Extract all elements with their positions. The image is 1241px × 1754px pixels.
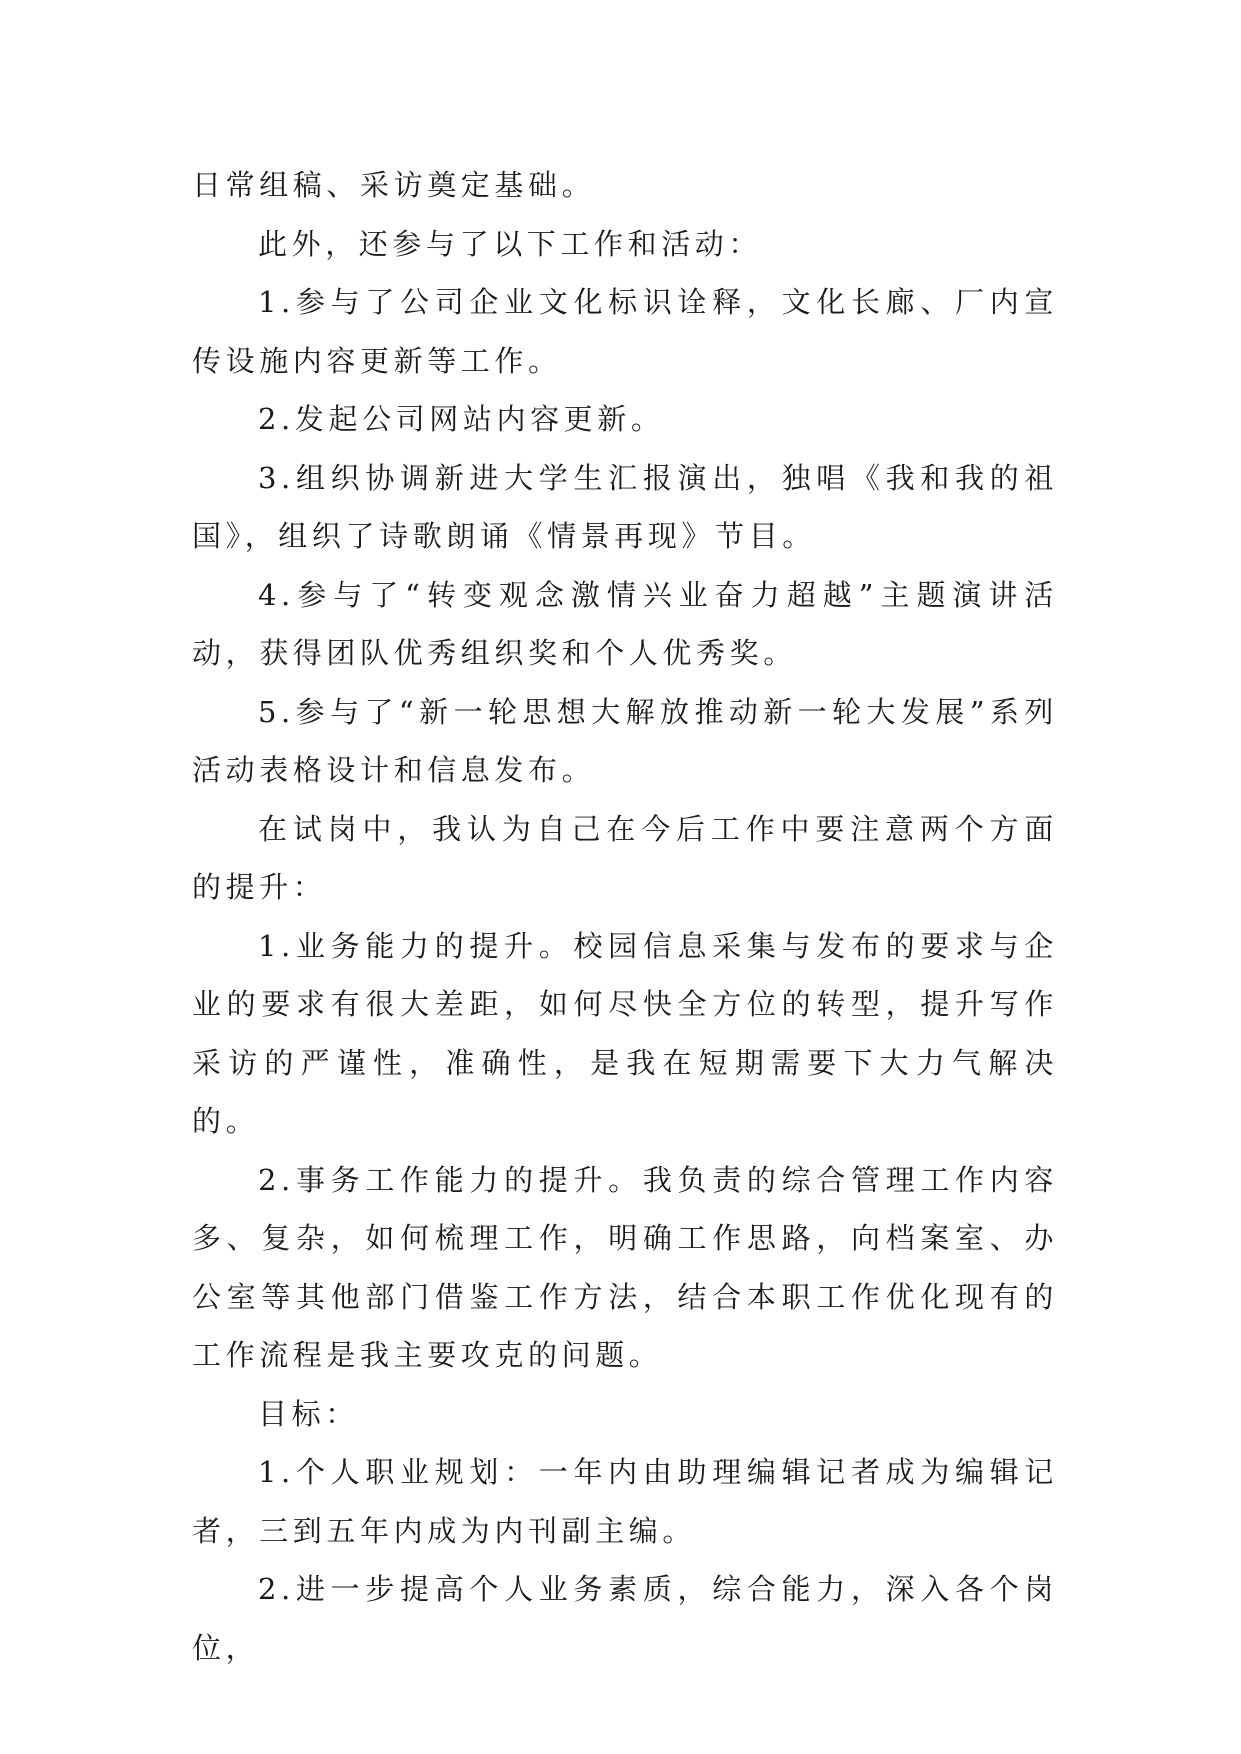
list-item: 5.参与了“新一轮思想大解放推动新一轮大发展”系列活动表格设计和信息发布。 — [192, 694, 1058, 787]
document-body — [192, 156, 1058, 1677]
list-item: 2.发起公司网站内容更新。 — [258, 402, 665, 436]
list-item: 3.组织协调新进大学生汇报演出，独唱《我和我的祖国》，组织了诗歌朗诵《情景再现》节目。 — [192, 460, 1058, 553]
paragraph: 日常组稿、采访奠定基础。 — [192, 168, 596, 202]
list-item: 2.事务工作能力的提升。我负责的综合管理工作内容多、复杂，如何梳理工作，明确工作思路，向档案室、办公室等其他部门借鉴工作方法，结合本职工作优化现有的工作流程是我主要攻克的问题。 — [192, 1162, 1058, 1372]
list-item: 1.参与了公司企业文化标识诠释，文化长廊、厂内宣传设施内容更新等工作。 — [192, 285, 1058, 378]
list-item: 1.业务能力的提升。校园信息采集与发布的要求与企业的要求有很大差距，如何尽快全方位的转型，提升写作采访的严谨性，准确性，是我在短期需要下大力气解决的。 — [192, 928, 1058, 1138]
paragraph: 在试岗中，我认为自己在今后工作中要注意两个方面的提升： — [192, 811, 1058, 904]
list-item: 2.进一步提高个人业务素质，综合能力，深入各个岗位， — [192, 1572, 1058, 1665]
list-item: 4.参与了“转变观念激情兴业奋力超越”主题演讲活动，获得团队优秀组织奖和个人优秀奖。 — [192, 577, 1058, 670]
list-item: 1.个人职业规划：一年内由助理编辑记者成为编辑记者，三到五年内成为内刊副主编。 — [192, 1455, 1058, 1548]
paragraph: 此外，还参与了以下工作和活动： — [258, 226, 763, 261]
section-heading: 目标： — [258, 1396, 359, 1431]
